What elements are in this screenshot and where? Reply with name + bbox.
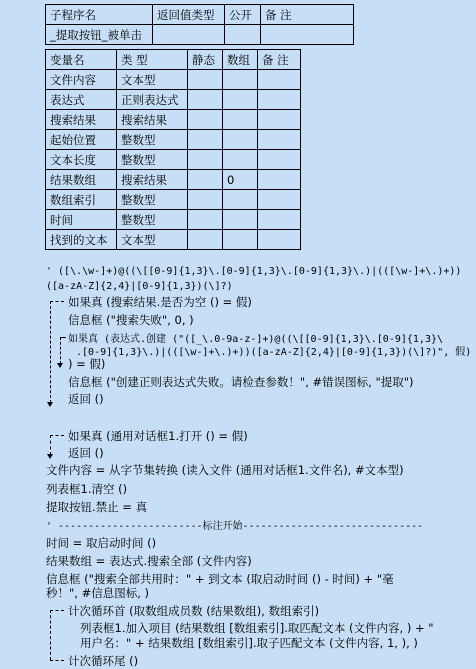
flow-line-if3 <box>50 435 51 455</box>
listbox-clear[interactable]: 列表框1.清空 () <box>46 482 128 496</box>
if-search-empty[interactable]: 如果真 (搜索结果.是否为空 () = 假) <box>68 295 252 309</box>
listbox-add-line-1[interactable]: 列表框1.加入项目 (结果数组 [数组索引].取匹配文本 (文件内容, ) + " <box>80 621 434 635</box>
flow-branch-if1 <box>50 301 64 302</box>
header-remark: 备 注 <box>261 5 354 25</box>
header-array: 数组 <box>223 50 258 70</box>
msgbox-timing-line-2[interactable]: 秒！", #信息图标, ) <box>46 586 150 600</box>
var-static-cell[interactable] <box>188 190 223 210</box>
var-static-cell[interactable] <box>188 150 223 170</box>
subroutine-table <box>45 4 354 45</box>
subroutine-row[interactable] <box>46 25 354 45</box>
variable-row[interactable] <box>46 130 301 150</box>
if-regex-create-line-1[interactable]: 如果真 (表达式.创建 ("([_\.0-9a-z-]+)@((\[[0-9]{1,3}\.[0-9]{1,3}\ <box>68 334 444 345</box>
var-static-cell[interactable] <box>188 130 223 150</box>
var-static-cell[interactable] <box>188 210 223 230</box>
msgbox-search-fail[interactable]: 信息框 ("搜索失败", 0, ) <box>68 313 194 327</box>
subroutine-header-row <box>46 5 354 25</box>
sub-name-cell[interactable]: _提取按钮_被单击 <box>46 25 153 45</box>
var-remark-cell[interactable] <box>258 70 301 90</box>
header-public: 公开 <box>225 5 261 25</box>
flow-branch-loop <box>50 610 64 611</box>
variable-row[interactable] <box>46 110 301 130</box>
var-name-cell[interactable]: 表达式 <box>46 90 117 110</box>
var-remark-cell[interactable] <box>258 150 301 170</box>
header-type: 类 型 <box>117 50 188 70</box>
var-remark-cell[interactable] <box>258 190 301 210</box>
flow-line-loop <box>50 610 51 660</box>
variable-row[interactable] <box>46 190 301 210</box>
var-remark-cell[interactable] <box>258 210 301 230</box>
var-array-cell[interactable] <box>223 150 258 170</box>
var-remark-cell[interactable] <box>258 130 301 150</box>
loop-end[interactable]: 计次循环尾 () <box>68 654 139 668</box>
disable-extract-button[interactable]: 提取按钮.禁止 = 真 <box>46 500 148 514</box>
header-static: 静态 <box>188 50 223 70</box>
var-static-cell[interactable] <box>188 110 223 130</box>
var-array-cell[interactable] <box>223 110 258 130</box>
if-regex-create-line-3[interactable]: ) = 假) <box>68 357 106 371</box>
var-array-cell[interactable]: 0 <box>223 170 258 190</box>
variable-header-row <box>46 50 301 70</box>
header-return-type: 返回值类型 <box>153 5 225 25</box>
var-array-cell[interactable] <box>223 70 258 90</box>
variable-table <box>45 49 301 250</box>
var-type-cell[interactable]: 文本型 <box>117 230 188 250</box>
var-array-cell[interactable] <box>223 130 258 150</box>
variable-row[interactable] <box>46 70 301 90</box>
var-name-cell[interactable]: 结果数组 <box>46 170 117 190</box>
return-statement-1[interactable]: 返回 () <box>68 392 104 406</box>
var-type-cell[interactable]: 整数型 <box>117 150 188 170</box>
separator-comment[interactable]: ' ------------------------标注开始------------------------------ <box>46 521 424 532</box>
var-type-cell[interactable]: 搜索结果 <box>117 170 188 190</box>
var-remark-cell[interactable] <box>258 170 301 190</box>
assign-search-all[interactable]: 结果数组 = 表达式.搜索全部 (文件内容) <box>46 554 252 568</box>
regex-comment-line-1[interactable]: ' ([\.\w-]+)@((\[[0-9]{1,3}\.[0-9]{1,3}\.[0-9]{1,3}\.)|(([\w-]+\.)+)) <box>46 266 462 277</box>
var-type-cell[interactable]: 整数型 <box>117 190 188 210</box>
var-remark-cell[interactable] <box>258 110 301 130</box>
return-type-cell[interactable] <box>153 25 225 45</box>
var-type-cell[interactable]: 文本型 <box>117 70 188 90</box>
variable-row[interactable] <box>46 230 301 250</box>
header-var-remark: 备 注 <box>258 50 301 70</box>
listbox-add-line-2[interactable]: 用户名：" + 结果数组 [数组索引].取子匹配文本 (文件内容, 1, ), ) <box>80 636 418 650</box>
flow-line-if2 <box>60 337 61 364</box>
var-name-cell[interactable]: 起始位置 <box>46 130 117 150</box>
var-remark-cell[interactable] <box>258 90 301 110</box>
regex-comment-line-2[interactable]: ([a-zA-Z]{2,4}|[0-9]{1,3})(\]?) <box>46 281 233 292</box>
if-regex-create-line-2[interactable]: .[0-9]{1,3}\.)|(([\w-]+\.)+))([a-zA-Z]{2,4}|[0-9]{1,3})(\]?)", 假) <box>76 347 472 358</box>
var-type-cell[interactable]: 搜索结果 <box>117 110 188 130</box>
variable-row[interactable] <box>46 150 301 170</box>
var-static-cell[interactable] <box>188 170 223 190</box>
var-remark-cell[interactable] <box>258 230 301 250</box>
var-name-cell[interactable]: 找到的文本 <box>46 230 117 250</box>
var-static-cell[interactable] <box>188 70 223 90</box>
var-static-cell[interactable] <box>188 90 223 110</box>
return-statement-2[interactable]: 返回 () <box>68 446 104 460</box>
var-name-cell[interactable]: 文本长度 <box>46 150 117 170</box>
remark-cell[interactable] <box>261 25 354 45</box>
variable-row[interactable] <box>46 210 301 230</box>
var-name-cell[interactable]: 文件内容 <box>46 70 117 90</box>
var-array-cell[interactable] <box>223 210 258 230</box>
flow-branch-loop-end <box>50 660 64 661</box>
flow-arrow-if2 <box>57 363 63 368</box>
var-type-cell[interactable]: 整数型 <box>117 130 188 150</box>
var-array-cell[interactable] <box>223 90 258 110</box>
variable-row[interactable] <box>46 170 301 190</box>
var-name-cell[interactable]: 搜索结果 <box>46 110 117 130</box>
variable-row[interactable] <box>46 90 301 110</box>
var-array-cell[interactable] <box>223 190 258 210</box>
var-name-cell[interactable]: 时间 <box>46 210 117 230</box>
var-type-cell[interactable]: 正则表达式 <box>117 90 188 110</box>
loop-start[interactable]: 计次循环首 (取数组成员数 (结果数组), 数组索引) <box>68 604 320 618</box>
assign-file-content[interactable]: 文件内容 = 从字节集转换 (读入文件 (通用对话框1.文件名), #文本型) <box>46 463 404 477</box>
header-sub-name: 子程序名 <box>46 5 153 25</box>
flow-arrow-if1 <box>47 402 53 407</box>
msgbox-timing-line-1[interactable]: 信息框 ("搜索全部共用时：" + 到文本 (取启动时间 () - 时间) + "毫 <box>46 572 394 586</box>
flow-line-if1 <box>50 301 51 403</box>
public-cell[interactable] <box>225 25 261 45</box>
assign-time[interactable]: 时间 = 取启动时间 () <box>46 536 157 550</box>
var-static-cell[interactable] <box>188 230 223 250</box>
if-dialog-open[interactable]: 如果真 (通用对话框1.打开 () = 假) <box>68 429 248 443</box>
var-type-cell[interactable]: 整数型 <box>117 210 188 230</box>
flow-arrow-if3 <box>47 454 53 459</box>
var-name-cell[interactable]: 数组索引 <box>46 190 117 210</box>
header-var-name: 变量名 <box>46 50 117 70</box>
flow-branch-if3 <box>50 435 64 436</box>
var-array-cell[interactable] <box>223 230 258 250</box>
msgbox-regex-fail[interactable]: 信息框 ("创建正则表达式失败。请检查参数！", #错误图标, "提取") <box>68 375 414 389</box>
